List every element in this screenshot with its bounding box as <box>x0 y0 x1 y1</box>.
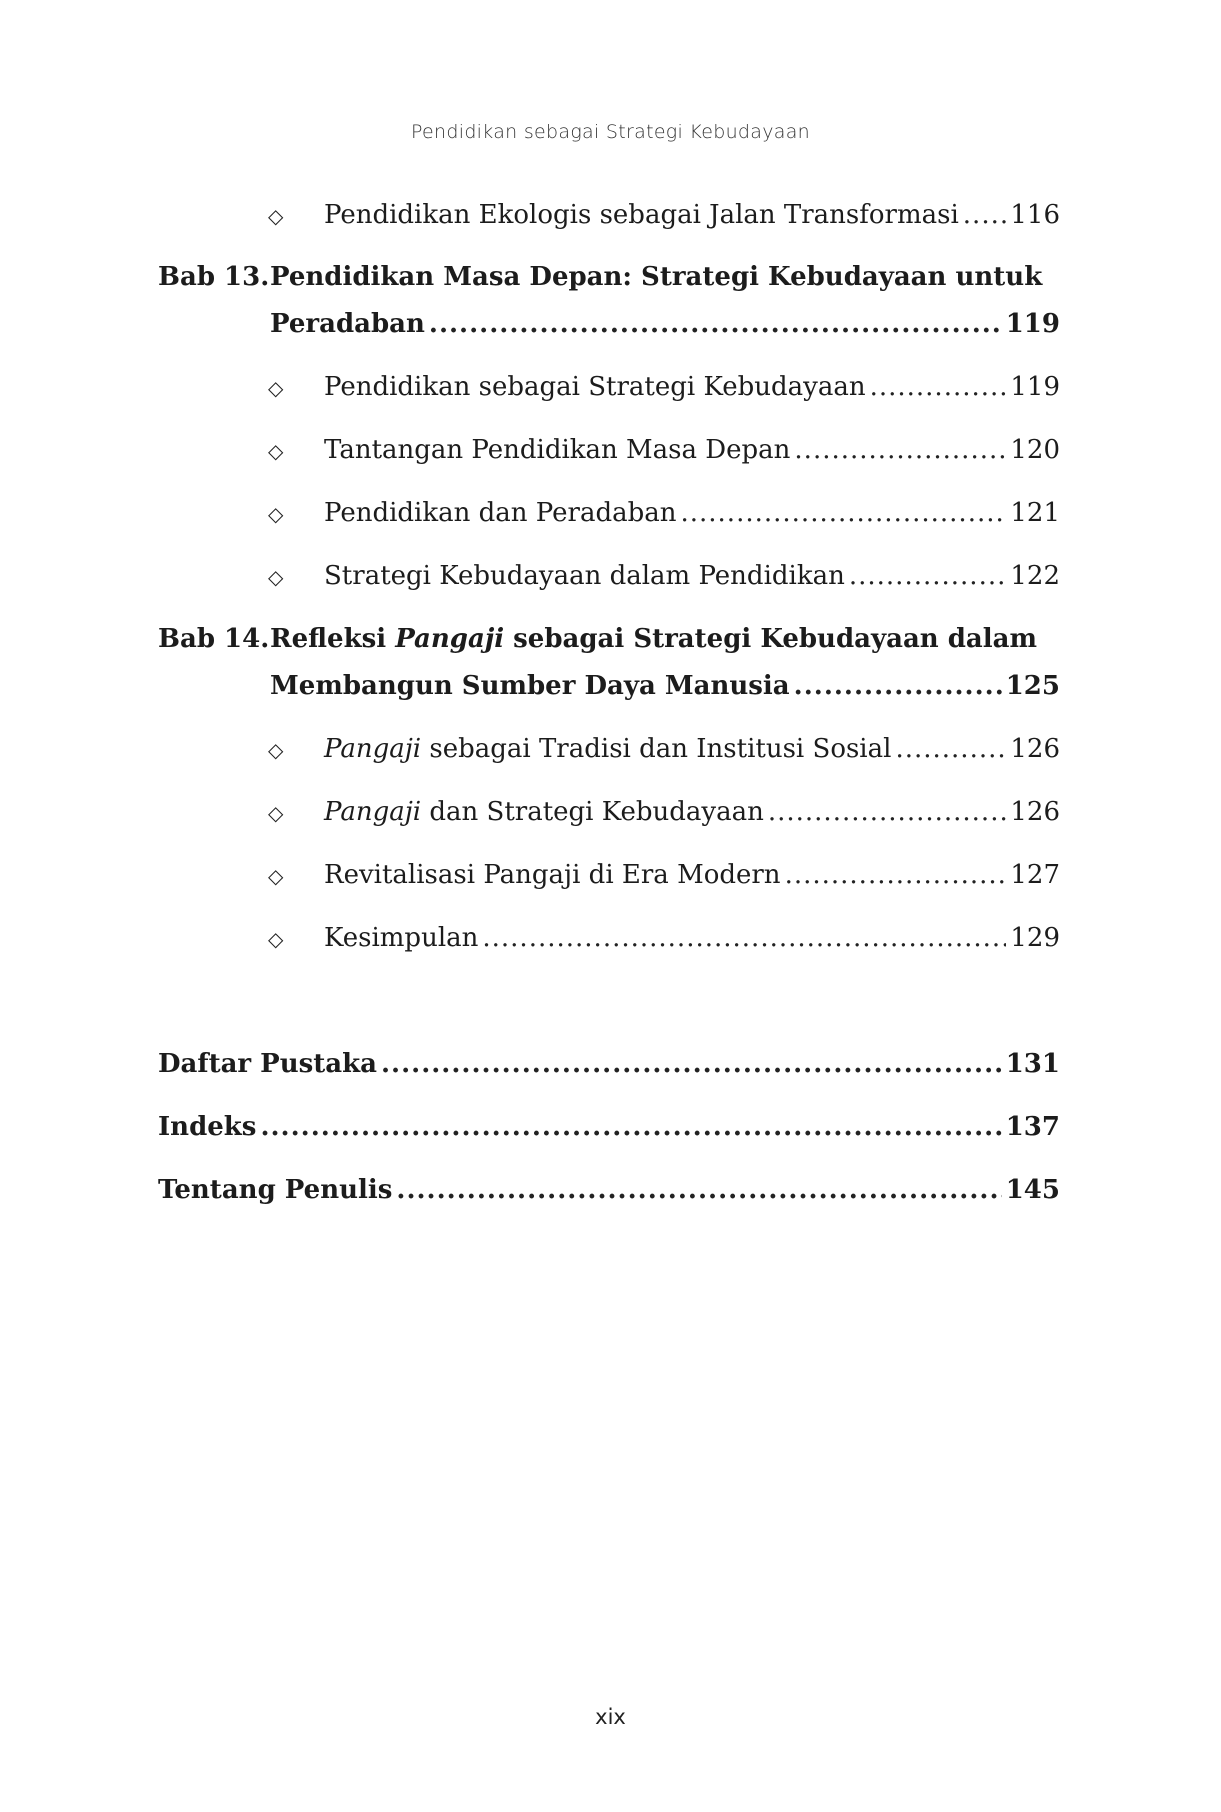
toc-backmatter-entry[interactable] <box>158 1110 1060 1144</box>
toc-page-number: 120 <box>1010 435 1060 465</box>
diamond-bullet-icon: ◇ <box>268 439 284 463</box>
toc-chapter-entry[interactable] <box>158 622 1060 656</box>
toc-section-title: Pendidikan dan Peradaban <box>324 498 677 528</box>
running-head: Pendidikan sebagai Strategi Kebudayaan <box>410 121 811 143</box>
dot-leader <box>482 921 1006 955</box>
chapter-number: Bab 14. <box>158 624 270 654</box>
toc-section-entry[interactable] <box>268 433 1060 468</box>
toc-page-number: 127 <box>1010 860 1060 890</box>
toc-backmatter-entry[interactable] <box>158 1173 1060 1207</box>
diamond-bullet-icon: ◇ <box>268 502 284 526</box>
diamond-bullet-icon: ◇ <box>268 738 284 762</box>
toc-section-title: Kesimpulan <box>324 923 479 953</box>
toc-backmatter-title: Daftar Pustaka <box>158 1049 377 1079</box>
toc-chapter-entry[interactable] <box>158 260 1060 294</box>
toc-page-number: 121 <box>1010 498 1060 528</box>
toc-page-number: 116 <box>1010 200 1060 230</box>
diamond-bullet-icon: ◇ <box>268 801 284 825</box>
dot-leader <box>381 1047 1002 1081</box>
dot-leader <box>849 559 1007 593</box>
toc-section-entry[interactable] <box>268 795 1060 830</box>
diamond-bullet-icon: ◇ <box>268 204 284 228</box>
chapter-title-line1: Pendidikan Masa Depan: Strategi Kebudayaan untuk <box>270 262 1043 292</box>
toc-page-number: 126 <box>1010 797 1060 827</box>
toc-section-entry[interactable] <box>268 921 1060 956</box>
italic-term: Pangaji <box>324 797 422 827</box>
toc-section-title: Revitalisasi Pangaji di Era Modern <box>324 860 781 890</box>
toc-backmatter-entry[interactable] <box>158 1047 1060 1081</box>
italic-term: Pangaji <box>395 624 505 654</box>
toc-page-number: 126 <box>1010 734 1060 764</box>
dot-leader <box>680 496 1006 530</box>
chapter-title-line2: Membangun Sumber Daya Manusia <box>270 671 790 701</box>
toc-page-number: 125 <box>1005 671 1060 701</box>
toc-section-title: Pendidikan sebagai Strategi Kebudayaan <box>324 372 866 402</box>
diamond-bullet-icon: ◇ <box>268 376 284 400</box>
dot-leader <box>895 732 1006 766</box>
dot-leader <box>785 858 1007 892</box>
toc-page-number: 119 <box>1010 372 1060 402</box>
toc-page-number: 122 <box>1010 561 1060 591</box>
toc-page-number: 119 <box>1005 309 1060 339</box>
dot-leader <box>794 669 1002 703</box>
toc-section-entry[interactable] <box>268 496 1060 531</box>
toc-section-title: Pangaji dan Strategi Kebudayaan <box>324 797 764 827</box>
toc-chapter-entry-continued[interactable] <box>270 669 1060 703</box>
page-number-folio: xix <box>595 1705 626 1729</box>
dot-leader <box>429 307 1002 341</box>
dot-leader <box>768 795 1007 829</box>
toc-page-number: 137 <box>1005 1112 1060 1142</box>
toc-page-number: 145 <box>1005 1175 1060 1205</box>
diamond-bullet-icon: ◇ <box>268 864 284 888</box>
toc-page-number: 131 <box>1005 1049 1060 1079</box>
toc-page-number: 129 <box>1010 923 1060 953</box>
dot-leader <box>870 370 1007 404</box>
toc-section-title: Strategi Kebudayaan dalam Pendidikan <box>324 561 845 591</box>
toc-section-title: Tantangan Pendidikan Masa Depan <box>324 435 791 465</box>
toc-section-entry[interactable] <box>268 732 1060 767</box>
toc-section-entry[interactable] <box>268 858 1060 893</box>
dot-leader <box>260 1110 1001 1144</box>
toc-section-entry[interactable] <box>268 370 1060 405</box>
chapter-number: Bab 13. <box>158 262 270 292</box>
dot-leader <box>794 433 1006 467</box>
toc-section-entry[interactable] <box>268 198 1060 233</box>
dot-leader <box>396 1173 1001 1207</box>
chapter-title-line2: Peradaban <box>270 309 425 339</box>
diamond-bullet-icon: ◇ <box>268 565 284 589</box>
toc-backmatter-title: Indeks <box>158 1112 257 1142</box>
toc-backmatter-title: Tentang Penulis <box>158 1175 393 1205</box>
dot-leader <box>963 198 1007 232</box>
toc-section-title: Pendidikan Ekologis sebagai Jalan Transformasi <box>324 200 959 230</box>
toc-chapter-entry-continued[interactable] <box>270 307 1060 341</box>
diamond-bullet-icon: ◇ <box>268 927 284 951</box>
italic-term: Pangaji <box>324 734 422 764</box>
chapter-title-line1: Refleksi Pangaji sebagai Strategi Kebudayaan dalam <box>270 624 1038 654</box>
toc-section-title: Pangaji sebagai Tradisi dan Institusi Sosial <box>324 734 892 764</box>
toc-section-entry[interactable] <box>268 559 1060 594</box>
